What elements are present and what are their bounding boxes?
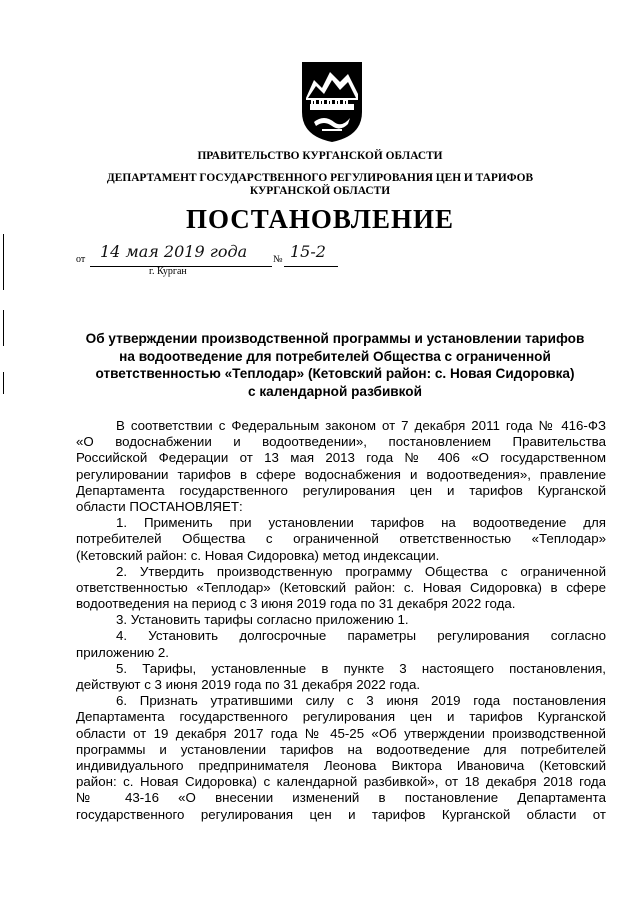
body-text-line: 2. Утвердить производственную программу Общества с ограниченной [116,563,606,579]
org-name-line3: КУРГАНСКОЙ ОБЛАСТИ [249,185,391,197]
body-text-line: области ПОСТАНОВЛЯЕТ: [76,498,243,514]
org-name-line1: ПРАВИТЕЛЬСТВО КУРГАНСКОЙ ОБЛАСТИ [197,150,443,162]
heading-line: ответственностью «Теплодар» (Кетовский район: с. Новая Сидоровка) [95,366,575,381]
body-text-line: области от 19 декабря 2017 года № 45-25 «Об утверждении производственной [76,725,606,741]
body-text-line: В соответствии с Федеральным законом от 7 декабря 2011 года № 416-ФЗ [116,418,606,433]
body-text-line: «О водоснабжении и водоотведении», постановлением Правительства [76,434,606,450]
body-text-line: приложению 2. [76,644,169,660]
body-text-line: водоотведения на период с 3 июня 2019 года по 31 декабря 2022 года. [76,596,516,612]
body-text-line: регулировании тарифов в сфере водоснабжения и водоотведения», правление [76,466,606,482]
scan-edge-mark [3,310,4,346]
body-text-line: индивидуального предпринимателя Леонова Виктора Ивановича (Кетовский [76,757,606,773]
body-text-line: Российской Федерации от 13 мая 2013 года № 406 «О государственном [76,450,606,466]
body-text-line: (Кетовский район: с. Новая Сидоровка) метод индексации. [76,547,440,563]
coat-of-arms-emblem [300,60,364,144]
heading-line: с календарной разбивкой [248,383,422,399]
body-text-line: 3. Установить тарифы согласно приложению 1. [116,612,409,628]
scan-edge-mark [3,234,4,290]
handwritten-number: 15-2 [290,242,326,261]
body-text-line: Департамента государственного регулирования цен и тарифов Курганской [76,482,606,498]
heading-line: Об утверждении производственной программы и установлении тарифов [85,331,585,346]
handwritten-date: 14 мая 2019 года [100,242,248,261]
body-text-line: программы и установлении тарифов на водоотведение для потребителей [76,741,606,757]
body-text-line: 5. Тарифы, установленные в пункте 3 настоящего постановления, [116,660,606,676]
body-text-line: действуют с 3 июня 2019 года по 31 декабря 2022 года. [76,677,421,692]
city-label: г. Курган [149,266,187,277]
body-text-line: 1. Применить при установлении тарифов на водоотведение для [116,515,606,531]
number-underline [284,266,338,267]
document-type-title: ПОСТАНОВЛЕНИЕ [185,204,455,234]
body-text-line: потребителей Общества с ограниченной ответственностью «Теплодар» [76,531,606,547]
resolution-body [76,418,606,823]
date-prefix: от [76,254,86,265]
body-text-line: район: с. Новая Сидоровка) с календарной разбивкой», от 18 декабря 2018 года [76,774,606,790]
org-name-line2: ДЕПАРТАМЕНТ ГОСУДАРСТВЕННОГО РЕГУЛИРОВАНИЯ ЦЕН И ТАРИФОВ [106,172,534,184]
body-text-line: ответственностью «Теплодар» (Кетовский район: с. Новая Сидоровка) в сфере [76,579,606,595]
body-text-line: государственного регулирования цен и тарифов Курганской области от [76,806,606,822]
number-prefix: № [273,254,283,265]
body-text-line: 6. Признать утратившими силу с 3 июня 2019 года постановления [116,693,606,709]
body-text-line: 4. Установить долгосрочные параметры регулирования согласно [116,628,606,644]
scan-edge-mark [3,372,4,394]
heading-line: на водоотведение для потребителей Общества с ограниченной [119,348,551,364]
body-text-line: Департамента государственного регулирования цен и тарифов Курганской [76,709,606,725]
body-text-line: № 43-16 «О внесении изменений в постановление Департамента [76,790,606,806]
resolution-heading [70,330,600,400]
